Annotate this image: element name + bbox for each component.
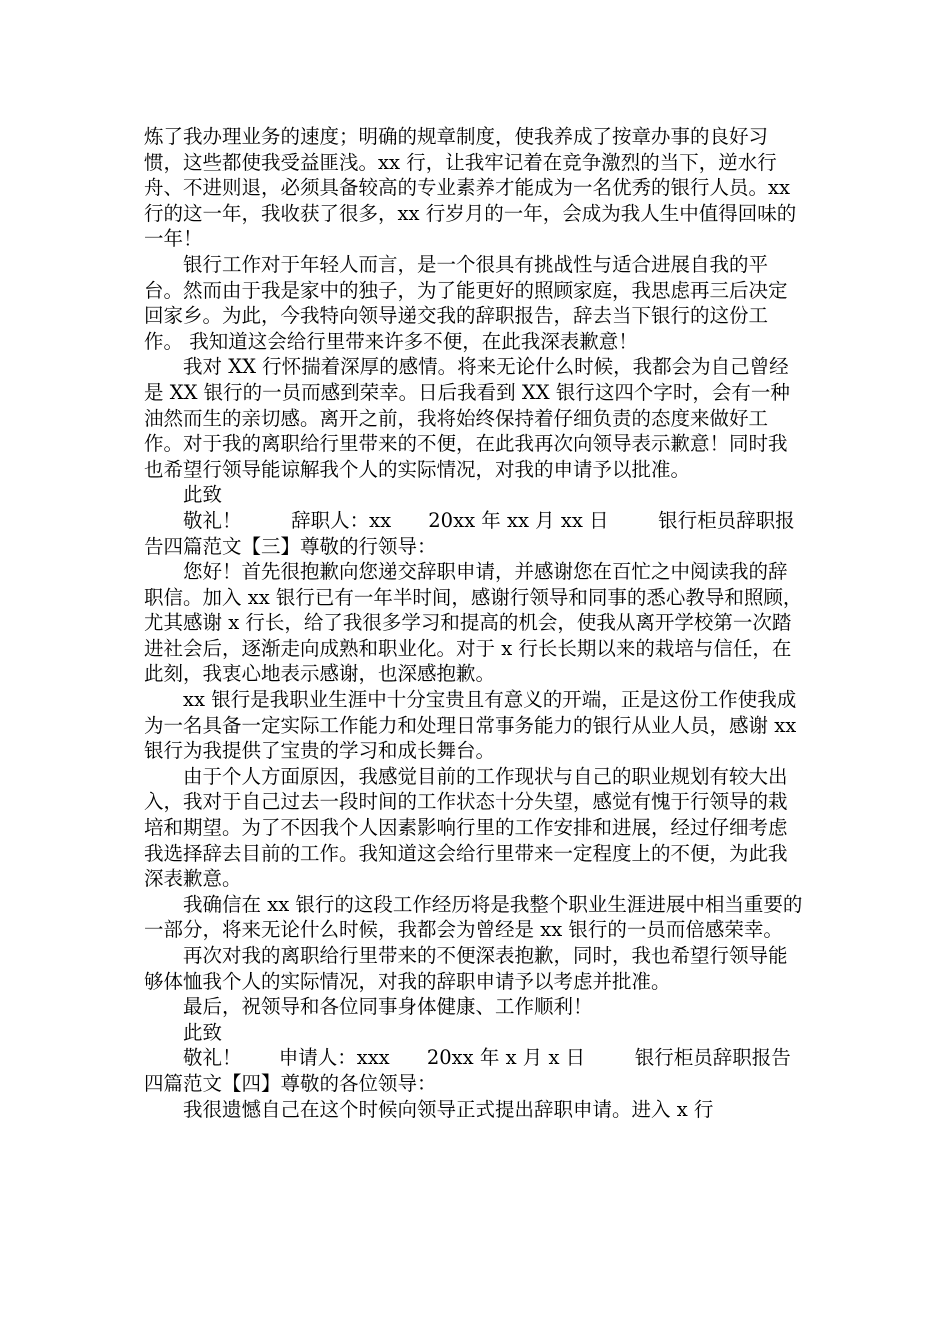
paragraph-5: xx 银行是我职业生涯中十分宝贵且有意义的开端，正是这份工作使我成为一名具备一定实际工作能力和处理日常事务能力的银行从业人员，感谢 xx 银行为我提供了宝贵的学习和成长舞台。 <box>144 688 803 763</box>
paragraph-2: 银行工作对于年轻人而言，是一个很具有挑战性与适合进展自我的平台。然而由于我是家中的独子，为了能更好的照顾家庭，我思虑再三后决定回家乡。为此，今我特向领导递交我的辞职报告，辞去当下银行的这份工作。 我知道这会给行里带来许多不便，在此我深表歉意！ <box>144 252 788 353</box>
paragraph-8: 再次对我的离职给行里带来的不便深表抱歉，同时，我也希望行领导能够体恤我个人的实际情况，对我的辞职申请予以考虑并批准。 <box>144 944 788 993</box>
paragraph-9: 最后，祝领导和各位同事身体健康、工作顺利！ <box>183 995 593 1019</box>
document-page <box>144 124 806 1122</box>
paragraph-4: 您好！首先很抱歉向您递交辞职申请，并感谢您在百忙之中阅读我的辞职信。加入 xx 银行已有一年半时间，感谢行领导和同事的悉心教导和照顾，尤其感谢 x 行长，给了我很多学习和提高的机会，使我从离开学校第一次踏进社会后，逐渐走向成熟和职业化。对于 x 行长长期以来的栽培与信任，在此刻，我衷心地表示感谢，也深感抱歉。 <box>144 560 803 686</box>
closing-salutation-1: 此致 <box>183 483 223 507</box>
closing-salutation-2: 此致 <box>183 1020 223 1044</box>
paragraph-3: 我对 XX 行怀揣着深厚的感情。将来无论什么时候，我都会为自己曾经是 XX 银行的一员而感到荣幸。日后我看到 XX 银行这四个字时，会有一种油然而生的亲切感。离开之前，我将始终保持着仔细负责的态度来做好工作。对于我的离职给行里带来的不便，在此我再次向领导表示歉意！同时我也希望行领导能谅解我个人的实际情况，对我的申请予以批准。 <box>144 355 790 481</box>
signature-line-1: 敬礼！ 辞职人：xx 20xx 年 xx 月 xx 日 银行柜员辞职报告四篇范文【三】尊敬的行领导： <box>144 508 795 558</box>
paragraph-7: 我确信在 xx 银行的这段工作经历将是我整个职业生涯进展中相当重要的一部分，将来无论什么时候，我都会为曾经是 xx 银行的一员而倍感荣幸。 <box>144 892 803 942</box>
signature-line-2: 敬礼！ 申请人：xxx 20xx 年 x 月 x 日 银行柜员辞职报告四篇范文【四】尊敬的各位领导： <box>144 1046 791 1095</box>
paragraph-6: 由于个人方面原因，我感觉目前的工作现状与自己的职业规划有较大出入，我对于自己过去一段时间的工作状态十分失望，感觉有愧于行领导的栽培和期望。为了不因我个人因素影响行里的工作安排和进展，经过仔细考虑我选择辞去目前的工作。我知道这会给行里带来一定程度上的不便，为此我深表歉意。 <box>144 764 788 891</box>
paragraph-1: 炼了我办理业务的速度；明确的规章制度，使我养成了按章办事的良好习惯，这些都使我受益匪浅。xx 行，让我牢记着在竞争激烈的当下，逆水行舟、不进则退，必须具备较高的专业素养才能成为一名优秀的银行人员。xx 行的这一年，我收获了很多，xx 行岁月的一年，会成为我人生中值得回味的一年！ <box>144 125 797 251</box>
paragraph-10: 我很遗憾自己在这个时候向领导正式提出辞职申请。进入 x 行 <box>183 1097 714 1121</box>
